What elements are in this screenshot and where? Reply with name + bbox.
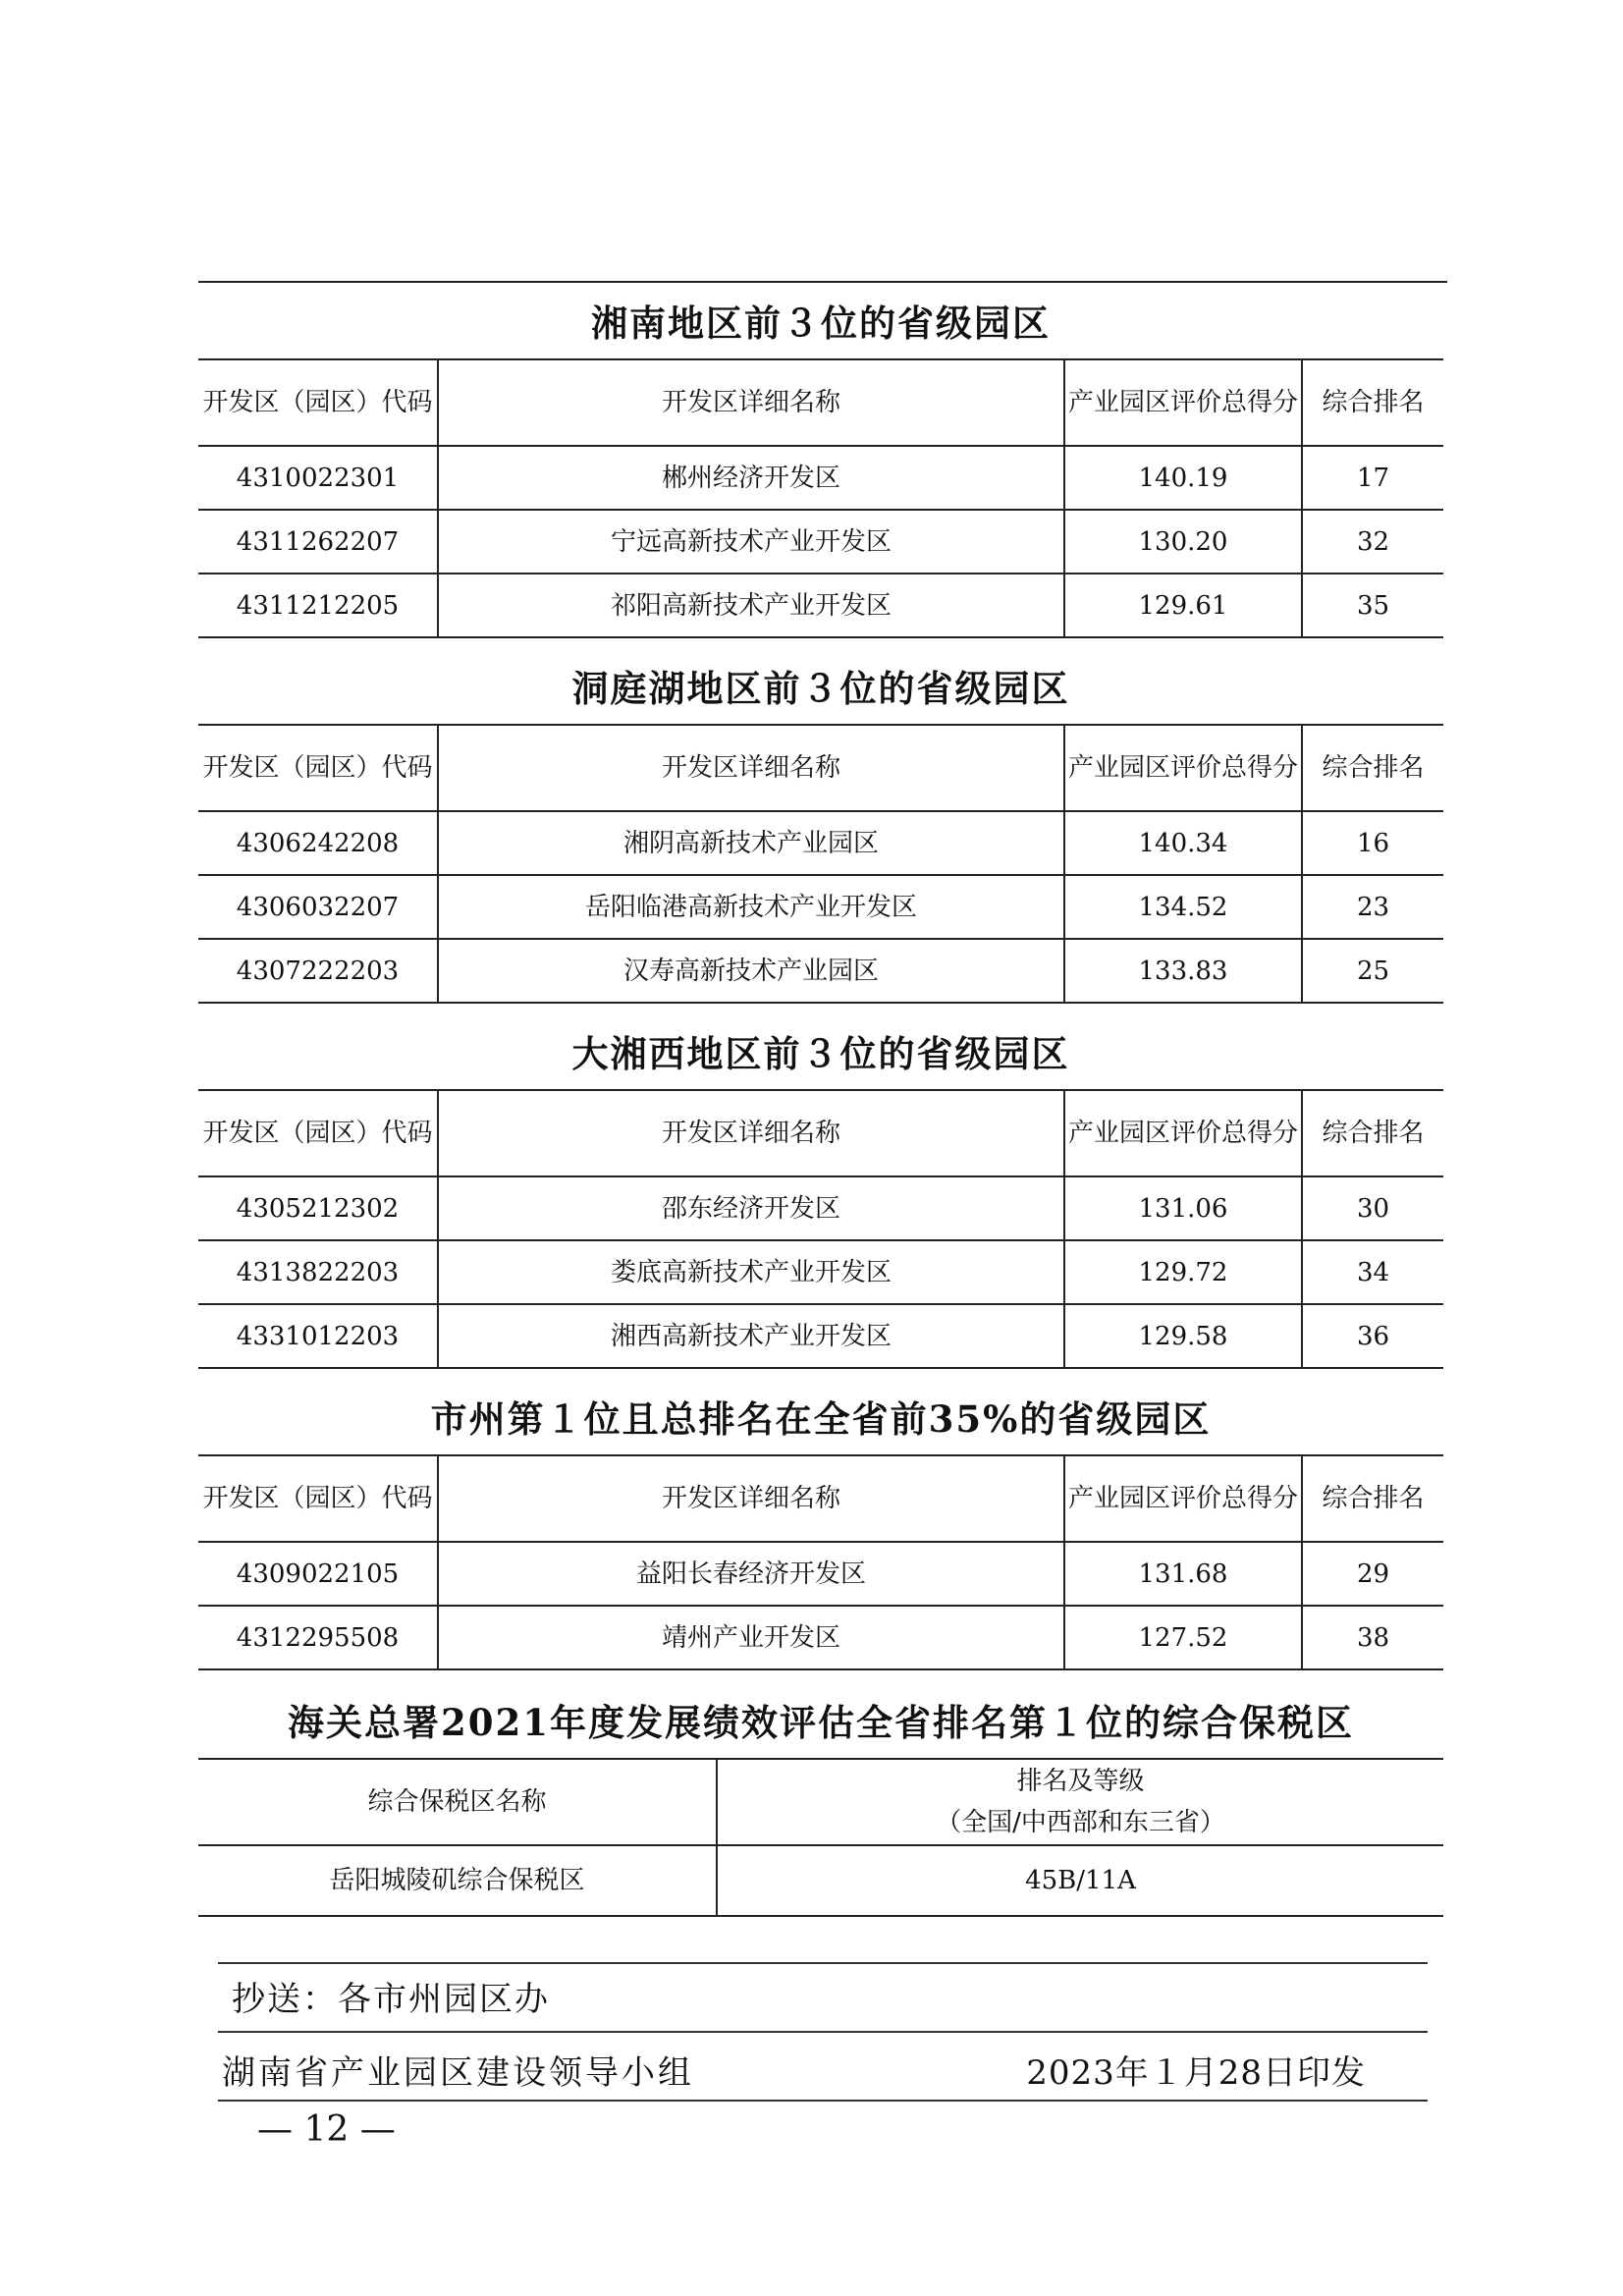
cell-code: 4311212205 (198, 574, 438, 637)
cc-line: 抄送：各市州园区办 (232, 1980, 550, 2019)
header-name: 开发区详细名称 (438, 359, 1064, 446)
issuer: 湖南省产业园区建设领导小组 (222, 2053, 694, 2093)
header-code: 开发区（园区）代码 (198, 1455, 438, 1542)
section-city-top (198, 1384, 1443, 1670)
section-title: 湘南地区前３位的省级园区 (591, 301, 1051, 345)
table-row (198, 510, 1443, 574)
header-name: 开发区详细名称 (438, 725, 1064, 811)
header-code: 开发区（园区）代码 (198, 1090, 438, 1176)
page-number: — 12 — (257, 2109, 396, 2150)
footer-rule-middle (218, 2031, 1428, 2033)
park-table (198, 724, 1443, 1004)
table-row (198, 811, 1443, 875)
cell-score: 131.06 (1064, 1176, 1302, 1240)
header-rank: 综合排名 (1302, 725, 1443, 811)
table-row (198, 1240, 1443, 1304)
header-score: 产业园区评价总得分 (1064, 1455, 1302, 1542)
cell-name: 湘西高新技术产业开发区 (438, 1304, 1064, 1368)
header-name: 开发区详细名称 (438, 1090, 1064, 1176)
cell-name: 郴州经济开发区 (438, 446, 1064, 510)
header-score: 产业园区评价总得分 (1064, 1090, 1302, 1176)
table-row (198, 1542, 1443, 1606)
table-header-row (198, 725, 1443, 811)
cell-rank: 30 (1302, 1176, 1443, 1240)
table-header-row (198, 1455, 1443, 1542)
cell-name: 湘阴高新技术产业园区 (438, 811, 1064, 875)
cell-rank: 17 (1302, 446, 1443, 510)
cell-rank: 23 (1302, 875, 1443, 939)
cell-name: 汉寿高新技术产业园区 (438, 939, 1064, 1003)
cell-rank: 34 (1302, 1240, 1443, 1304)
cell-rank: 35 (1302, 574, 1443, 637)
cell-rank: 38 (1302, 1606, 1443, 1669)
section-bonded-zone (198, 1687, 1443, 1917)
cell-zone-rank: 45B/11A (717, 1845, 1443, 1916)
footer-rule-bottom (218, 2100, 1428, 2102)
section-title: 大湘西地区前３位的省级园区 (571, 1032, 1070, 1075)
cell-score: 140.19 (1064, 446, 1302, 510)
cell-code: 4307222203 (198, 939, 438, 1003)
table-row (198, 939, 1443, 1003)
table-header-row (198, 359, 1443, 446)
header-zone-name: 综合保税区名称 (198, 1759, 717, 1845)
header-zone-rank-line2: （全国/中西部和东三省） (936, 1808, 1225, 1837)
header-name: 开发区详细名称 (438, 1455, 1064, 1542)
park-table (198, 1089, 1443, 1369)
cell-code: 4306032207 (198, 875, 438, 939)
header-rank: 综合排名 (1302, 359, 1443, 446)
header-zone-rank-line1: 排名及等级 (1016, 1767, 1145, 1796)
cell-score: 140.34 (1064, 811, 1302, 875)
cell-name: 宁远高新技术产业开发区 (438, 510, 1064, 574)
header-rank: 综合排名 (1302, 1090, 1443, 1176)
issue-date: 2023年１月28日印发 (1026, 2053, 1366, 2093)
cell-code: 4311262207 (198, 510, 438, 574)
cell-code: 4306242208 (198, 811, 438, 875)
cell-code: 4331012203 (198, 1304, 438, 1368)
cell-rank: 25 (1302, 939, 1443, 1003)
top-rule (198, 281, 1447, 283)
cell-score: 127.52 (1064, 1606, 1302, 1669)
section-xiangnan (198, 288, 1443, 638)
cell-score: 131.68 (1064, 1542, 1302, 1606)
cell-code: 4305212302 (198, 1176, 438, 1240)
table-row (198, 446, 1443, 510)
cell-rank: 32 (1302, 510, 1443, 574)
section-title: 洞庭湖地区前３位的省级园区 (571, 667, 1070, 710)
header-score: 产业园区评价总得分 (1064, 359, 1302, 446)
cell-rank: 36 (1302, 1304, 1443, 1368)
park-table (198, 358, 1443, 638)
table-row (198, 875, 1443, 939)
cell-score: 134.52 (1064, 875, 1302, 939)
cell-code: 4312295508 (198, 1606, 438, 1669)
header-rank: 综合排名 (1302, 1455, 1443, 1542)
cell-name: 岳阳临港高新技术产业开发区 (438, 875, 1064, 939)
cell-code: 4313822203 (198, 1240, 438, 1304)
cell-name: 靖州产业开发区 (438, 1606, 1064, 1669)
table-row (198, 1845, 1443, 1916)
cell-code: 4310022301 (198, 446, 438, 510)
section-title: 海关总署2021年度发展绩效评估全省排名第１位的综合保税区 (288, 1701, 1354, 1744)
cell-name: 益阳长春经济开发区 (438, 1542, 1064, 1606)
cell-score: 129.58 (1064, 1304, 1302, 1368)
table-row (198, 1176, 1443, 1240)
table-row (198, 1304, 1443, 1368)
cell-rank: 29 (1302, 1542, 1443, 1606)
bonded-zone-table (198, 1758, 1443, 1917)
header-code: 开发区（园区）代码 (198, 359, 438, 446)
table-row (198, 1606, 1443, 1669)
table-header-row (198, 1759, 1443, 1845)
cell-name: 邵东经济开发区 (438, 1176, 1064, 1240)
cell-score: 129.61 (1064, 574, 1302, 637)
park-table (198, 1454, 1443, 1670)
cell-score: 130.20 (1064, 510, 1302, 574)
cell-name: 祁阳高新技术产业开发区 (438, 574, 1064, 637)
cell-rank: 16 (1302, 811, 1443, 875)
table-row (198, 574, 1443, 637)
cell-score: 129.72 (1064, 1240, 1302, 1304)
header-score: 产业园区评价总得分 (1064, 725, 1302, 811)
section-title: 市州第１位且总排名在全省前35%的省级园区 (430, 1397, 1212, 1441)
header-zone-rank (717, 1759, 1443, 1845)
cell-code: 4309022105 (198, 1542, 438, 1606)
table-header-row (198, 1090, 1443, 1176)
section-daxiangxi (198, 1018, 1443, 1369)
cell-name: 娄底高新技术产业开发区 (438, 1240, 1064, 1304)
section-dongtinghu (198, 653, 1443, 1004)
header-code: 开发区（园区）代码 (198, 725, 438, 811)
cell-zone-name: 岳阳城陵矶综合保税区 (198, 1845, 717, 1916)
footer-rule-top (218, 1962, 1428, 1964)
cell-score: 133.83 (1064, 939, 1302, 1003)
